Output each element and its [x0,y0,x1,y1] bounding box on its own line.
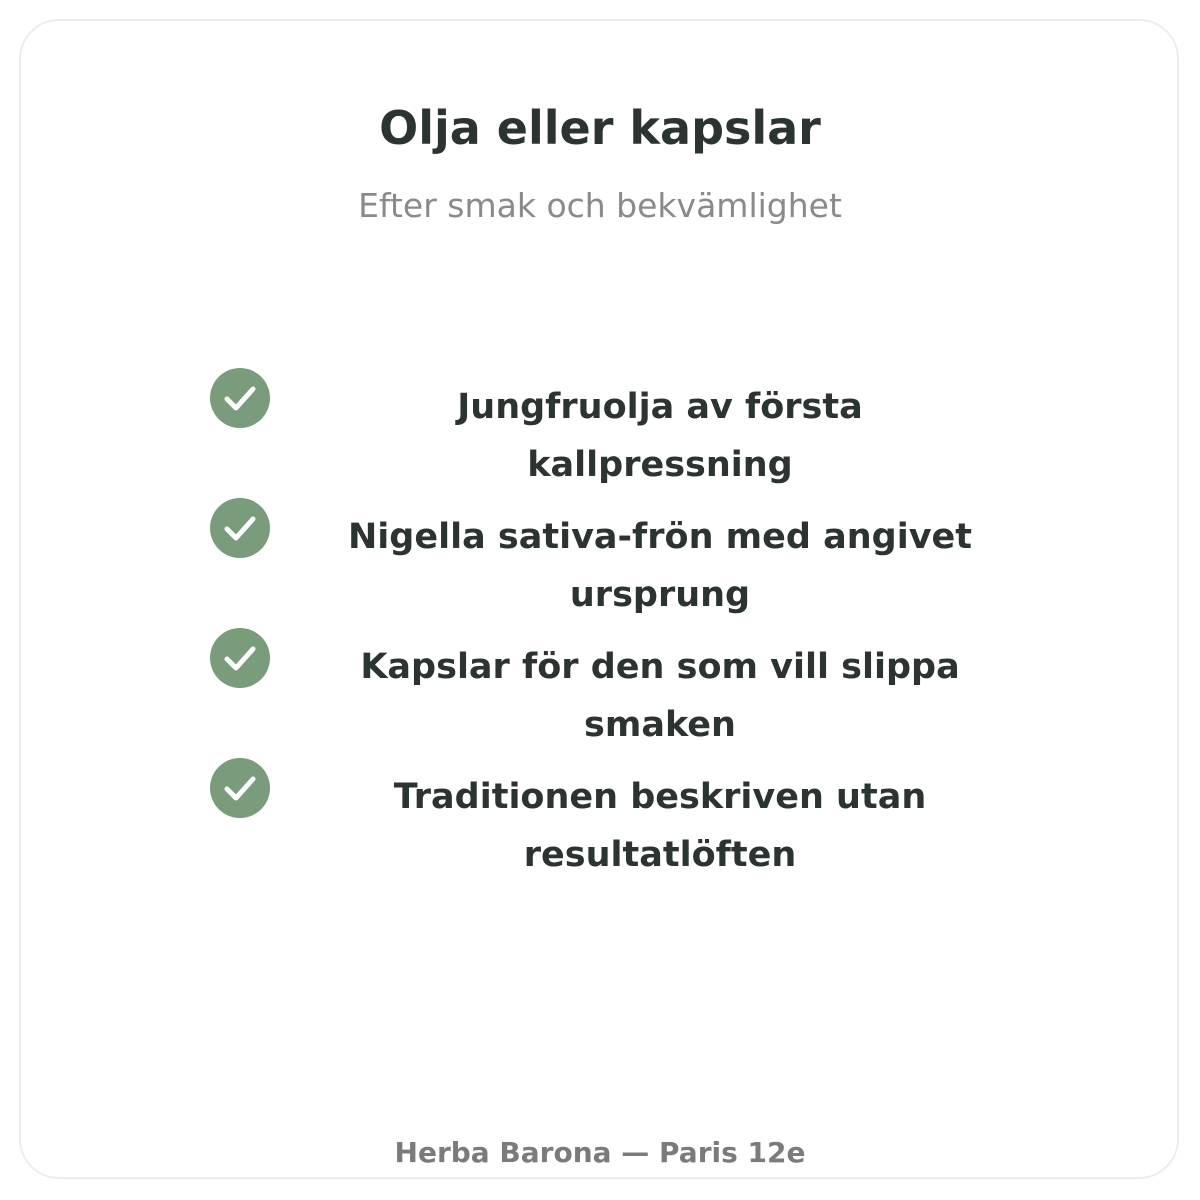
check-circle-icon [210,628,270,688]
feature-item-label: Traditionen beskriven utan resultatlöften [393,777,927,875]
feature-item-label: Jungfruolja av första kallpressning [457,387,863,485]
feature-item [0,628,1200,745]
feature-item-label: Kapslar för den som vill slippa smaken [360,647,960,745]
page-title: Olja eller kapslar [379,101,821,155]
feature-item [0,758,1200,875]
feature-item [0,368,1200,485]
check-circle-icon [210,498,270,558]
feature-item-label: Nigella sativa-frön med angivet ursprung [348,517,972,615]
footer-brand: Herba Barona — Paris 12e [394,1136,806,1169]
check-circle-icon [210,758,270,818]
feature-item [0,498,1200,615]
check-circle-icon [210,368,270,428]
page-subtitle: Efter smak och bekvämlighet [358,186,842,225]
